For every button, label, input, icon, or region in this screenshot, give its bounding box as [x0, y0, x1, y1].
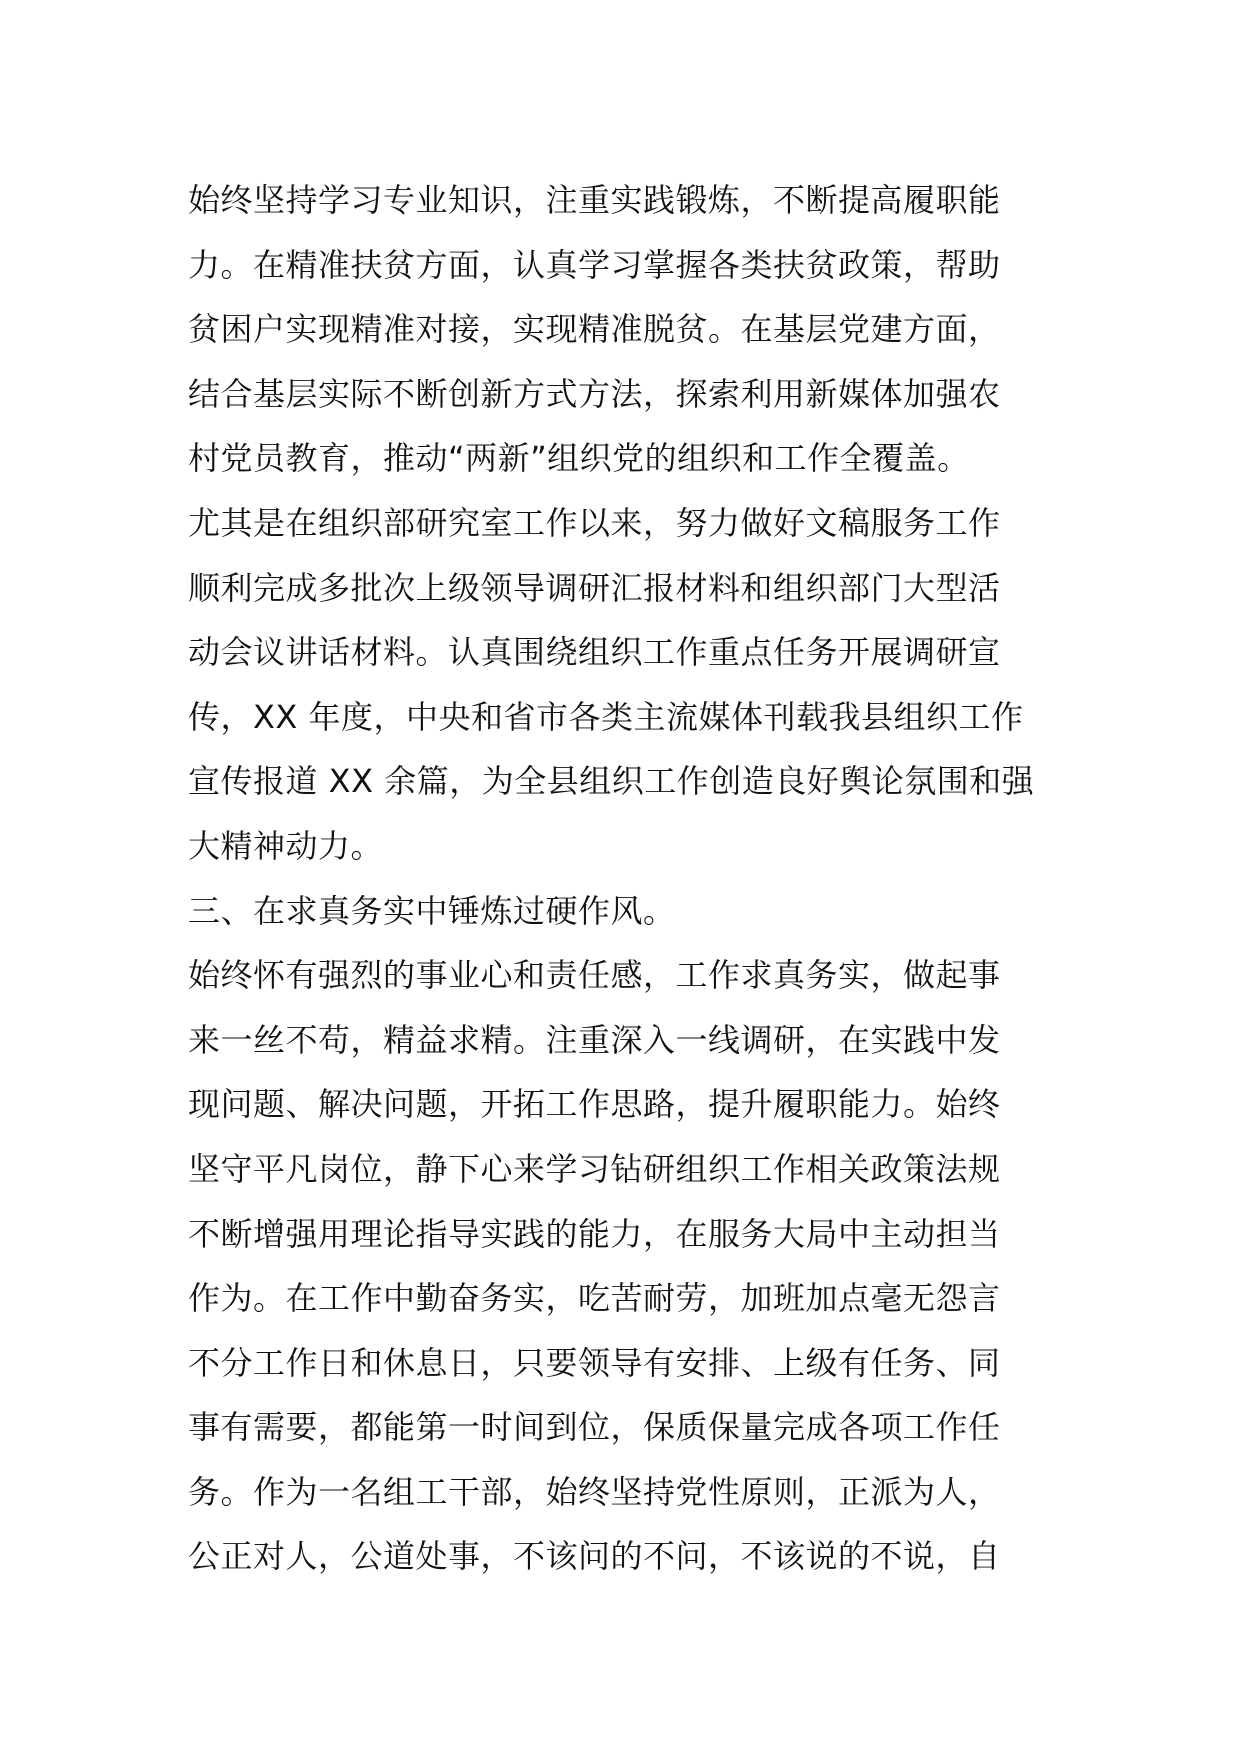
text-line: 力。在精准扶贫方面，认真学习掌握各类扶贫政策，帮助 — [188, 245, 1001, 284]
text-line: 村党员教育，推动“两新”组织党的组织和工作全覆盖。 — [188, 439, 970, 478]
text-line: 大精神动力。 — [188, 826, 384, 865]
text-line: 尤其是在组织部研究室工作以来，努力做好文稿服务工作 — [188, 503, 1001, 542]
text-line: 事有需要，都能第一时间到位，保质保量完成各项工作任 — [188, 1408, 1001, 1447]
body-text — [188, 168, 1068, 1589]
text-line: 不断增强用理论指导实践的能力，在服务大局中主动担当 — [188, 1214, 1001, 1253]
text-line: 顺利完成多批次上级领导调研汇报材料和组织部门大型活 — [188, 568, 1001, 607]
text-line: 务。作为一名组工干部，始终坚持党性原则，正派为人， — [188, 1472, 1001, 1511]
text-line: 传，XX 年度，中央和省市各类主流媒体刊载我县组织工作 — [188, 697, 1024, 736]
text-line: 不分工作日和休息日，只要领导有安排、上级有任务、同 — [188, 1343, 1001, 1382]
text-line: 坚守平凡岗位，静下心来学习钻研组织工作相关政策法规 — [188, 1149, 1001, 1188]
text-line: 贫困户实现精准对接，实现精准脱贫。在基层党建方面， — [188, 310, 1001, 349]
text-line: 始终怀有强烈的事业心和责任感，工作求真务实，做起事 — [188, 956, 1001, 995]
section-heading: 三、在求真务实中锤炼过硬作风。 — [188, 891, 676, 930]
text-line: 公正对人，公道处事，不该问的不问，不该说的不说，自 — [188, 1537, 1001, 1576]
text-line: 现问题、解决问题，开拓工作思路，提升履职能力。始终 — [188, 1085, 1001, 1124]
text-line: 作为。在工作中勤奋务实，吃苦耐劳，加班加点毫无怨言 — [188, 1279, 1001, 1318]
text-line: 来一丝不苟，精益求精。注重深入一线调研，在实践中发 — [188, 1020, 1001, 1059]
text-line: 动会议讲话材料。认真围绕组织工作重点任务开展调研宣 — [188, 633, 1001, 672]
text-line: 始终坚持学习专业知识，注重实践锻炼，不断提高履职能 — [188, 181, 1001, 219]
text-line: 宣传报道 XX 余篇，为全县组织工作创造良好舆论氛围和强 — [188, 762, 1035, 801]
text-line: 结合基层实际不断创新方式方法，探索利用新媒体加强农 — [188, 374, 1001, 413]
